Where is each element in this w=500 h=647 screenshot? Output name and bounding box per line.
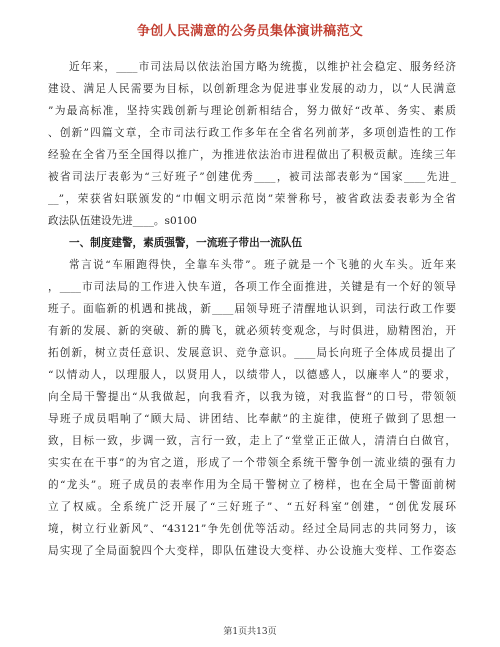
paragraph-line: __”，荣获省妇联颁发的“巾帼文明示范岗”荣誉称号，被省政法委表彰为全省: [48, 193, 456, 205]
paragraph-line: 致，目标一致，步调一致，言行一致，走上了“堂堂正正做人，清清白白做官，: [48, 435, 456, 447]
paragraph-line: ，____市司法局的工作进入快车道，各项工作全面推进，关键是有一个好的领导: [48, 281, 456, 293]
paragraph-line: 近年来，____市司法局以依法治国方略为统揽，以维护社会稳定、服务经济: [69, 61, 456, 73]
paragraph-line: 实实在在干事”的为官之道，形成了一个带领全系统干警争创一流业绩的强有力: [48, 457, 456, 469]
paragraph-line: 经验在全省乃至全国得以推广，为推进依法治市进程做出了积极贡献。连续三年: [48, 149, 456, 161]
paragraph-line: 立了权威。全系统广泛开展了“三好班子”、“五好科室”创建，“创优发展环: [48, 501, 456, 513]
paragraph-line: 有新的发展、新的突破、新的腾飞，就必须转变观念，与时俱进，励精图治，开: [48, 325, 456, 337]
page-number-footer: 第1页共13页: [223, 627, 277, 637]
paragraph-line: 拓创新，树立责任意识、发展意识、竞争意识。____局长向班子全体成员提出了: [48, 347, 456, 359]
paragraph-line: 的“龙头”。班子成员的表率作用为全局干警树立了榜样，也在全局干警面前树: [48, 479, 456, 491]
document-body: [48, 56, 456, 562]
paragraph-line: 被省司法厅表彰为“三好班子”创建优秀____，被司法部表彰为“国家____先进_: [48, 171, 456, 183]
paragraph-line: 局实现了全局面貌四个大变样，即队伍建设大变样、办公设施大变样、工作姿态: [48, 545, 456, 557]
paragraph-line: 常言说“车厢跑得快，全靠车头带”。班子就是一个飞驰的火车头。近年来: [69, 259, 456, 271]
paragraph-line: ”为最高标准，坚持实践创新与理论创新相结合，努力做好“改革、务实、素质: [48, 105, 456, 117]
paragraph-line: 、创新”四篇文章，全市司法行政工作多年在全省名列前茅，多项创造性的工作: [48, 127, 456, 139]
page-title: 争创人民满意的公务员集体演讲稿范文: [136, 24, 364, 39]
paragraph-line: 导班子成员唱响了“顾大局、讲团结、比奉献”的主旋律，使班子做到了思想一: [48, 413, 456, 425]
paragraph-line: 班子。面临新的机遇和挑战，新____届领导班子清醒地认识到，司法行政工作要: [48, 303, 456, 315]
section-heading: 一、制度建警，素质强警，一流班子带出一流队伍: [69, 237, 303, 249]
paragraph-line: “以情动人，以理服人，以贤用人，以绩带人，以德感人，以廉率人”的要求，: [48, 369, 456, 381]
paragraph-line: 政法队伍建设先进____。s0100: [48, 215, 197, 227]
paragraph-line: 境，树立行业新风”、“43121”争先创优等活动。经过全局同志的共同努力，该: [48, 523, 456, 535]
paragraph-line: 建设、满足人民需要为目标，以创新理念为促进事业发展的动力，以“人民满意: [48, 83, 456, 95]
paragraph-line: 向全局干警提出“从我做起，向我看齐，以我为镜，对我监督”的口号，带领领: [48, 391, 456, 403]
